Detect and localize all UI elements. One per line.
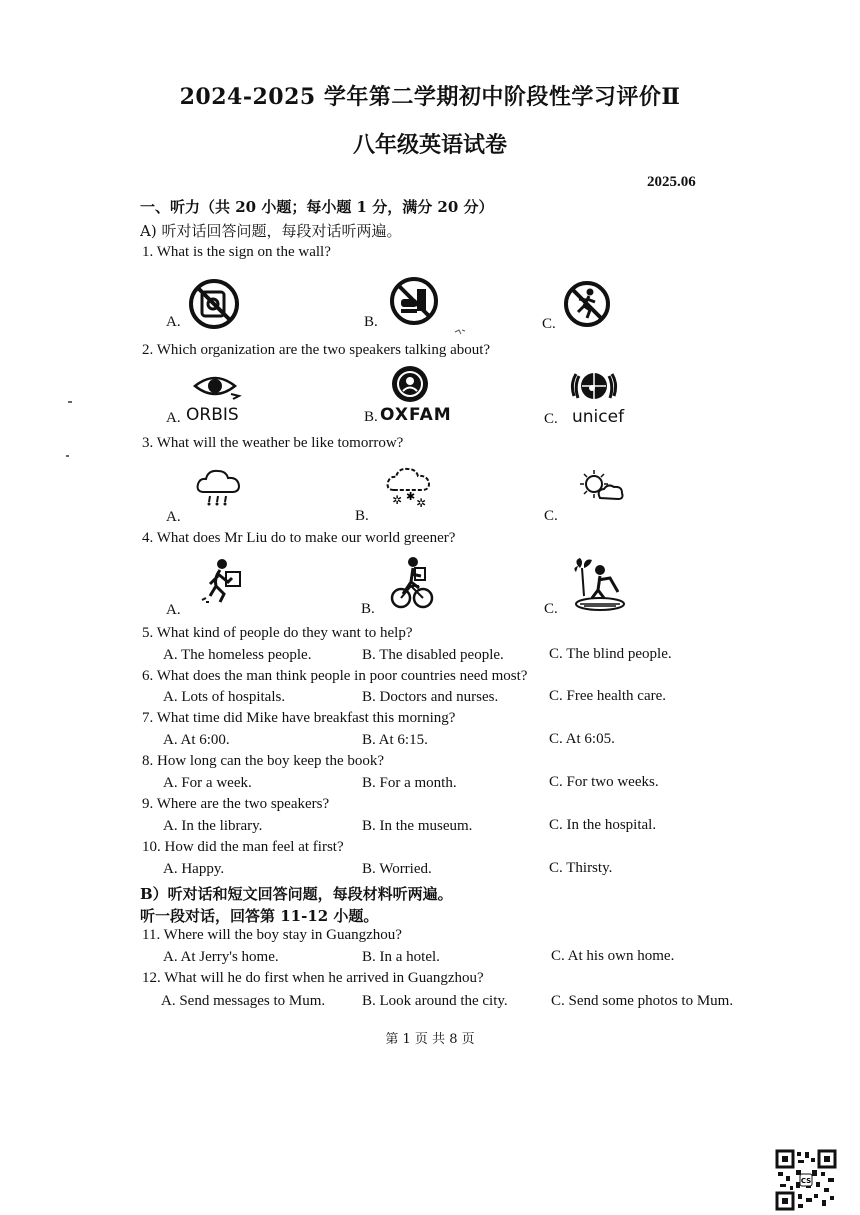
q11-option-a: A. At Jerry's home. bbox=[163, 949, 279, 965]
page-number: 第 1 页 共 8 页 bbox=[385, 1032, 475, 1047]
orbis-eye-icon bbox=[193, 372, 241, 402]
planting-tree-icon bbox=[570, 556, 628, 614]
question-8: 8. How long can the boy keep the book? bbox=[142, 753, 385, 769]
no-running-sign-icon bbox=[563, 280, 611, 328]
q8-option-a: A. For a week. bbox=[163, 775, 252, 791]
scan-speck-icon bbox=[454, 328, 466, 336]
question-4: 4. What does Mr Liu do to make our world greener? bbox=[142, 530, 456, 546]
unicef-logo-text: unicef bbox=[572, 407, 625, 427]
q11-option-b: B. In a hotel. bbox=[362, 949, 440, 965]
scan-mark bbox=[66, 455, 69, 457]
oxfam-logo-text: OXFAM bbox=[380, 405, 452, 425]
q4-option-c: C. bbox=[544, 601, 558, 617]
q5-option-c: C. The blind people. bbox=[549, 646, 672, 662]
picking-litter-icon bbox=[198, 558, 246, 606]
question-5: 5. What kind of people do they want to help? bbox=[142, 625, 413, 641]
unicef-emblem-icon bbox=[568, 366, 620, 408]
q5-option-b: B. The disabled people. bbox=[362, 647, 504, 663]
q5-option-a: A. The homeless people. bbox=[163, 647, 312, 663]
q9-option-b: B. In the museum. bbox=[362, 818, 473, 834]
question-10: 10. How did the man feel at first? bbox=[142, 839, 344, 855]
snow-cloud-icon bbox=[386, 466, 432, 508]
orbis-logo-text: ORBIS bbox=[186, 405, 239, 425]
svg-text:✲: ✲ bbox=[392, 493, 403, 507]
q3-option-c: C. bbox=[544, 508, 558, 524]
exam-subtitle: 八年级英语试卷 bbox=[352, 132, 507, 158]
q3-option-b: B. bbox=[355, 508, 369, 524]
q12-option-c: C. Send some photos to Mum. bbox=[551, 993, 734, 1009]
svg-text:✲: ✲ bbox=[416, 496, 427, 510]
q2-option-b: B. bbox=[364, 409, 378, 425]
question-6: 6. What does the man think people in poor countries need most? bbox=[142, 668, 528, 684]
sun-cloud-icon bbox=[574, 468, 626, 504]
q12-option-b: B. Look around the city. bbox=[362, 993, 508, 1009]
question-11: 11. Where will the boy stay in Guangzhou? bbox=[142, 927, 402, 943]
q2-option-c: C. bbox=[544, 411, 558, 427]
q7-option-b: B. At 6:15. bbox=[362, 732, 428, 748]
q10-option-c: C. Thirsty. bbox=[549, 860, 613, 876]
question-2: 2. Which organization are the two speakers talking about? bbox=[142, 342, 491, 358]
q7-option-a: A. At 6:00. bbox=[163, 732, 230, 748]
scan-mark bbox=[68, 401, 72, 403]
question-3: 3. What will the weather be like tomorrow? bbox=[142, 435, 404, 451]
q6-option-b: B. Doctors and nurses. bbox=[362, 689, 499, 705]
svg-text:✱: ✱ bbox=[406, 490, 416, 503]
oxfam-emblem-icon bbox=[390, 364, 430, 404]
q6-option-a: A. Lots of hospitals. bbox=[163, 689, 286, 705]
question-1: 1. What is the sign on the wall? bbox=[142, 244, 331, 260]
part-b-sub-instruction: 听一段对话，回答第 11-12 小题。 bbox=[140, 907, 379, 925]
q9-option-c: C. In the hospital. bbox=[549, 817, 657, 833]
q8-option-b: B. For a month. bbox=[362, 775, 457, 791]
q4-option-a: A. bbox=[166, 602, 181, 618]
section-heading: 一、听力（共 20 小题；每小题 1 分，满分 20 分） bbox=[140, 198, 494, 216]
q12-option-a: A. Send messages to Mum. bbox=[161, 993, 326, 1009]
q1-option-b: B. bbox=[364, 314, 378, 330]
q8-option-c: C. For two weeks. bbox=[549, 774, 659, 790]
q1-option-a: A. bbox=[166, 314, 181, 330]
rain-cloud-icon bbox=[196, 466, 242, 508]
svg-text:CS: CS bbox=[800, 1177, 812, 1185]
q10-option-b: B. Worried. bbox=[362, 861, 432, 877]
q10-option-a: A. Happy. bbox=[163, 861, 225, 877]
question-12: 12. What will he do first when he arrived in Guangzhou? bbox=[142, 970, 484, 986]
question-7: 7. What time did Mike have breakfast this morning? bbox=[142, 710, 456, 726]
q1-option-c: C. bbox=[542, 316, 556, 332]
q7-option-c: C. At 6:05. bbox=[549, 731, 615, 747]
no-food-drink-sign-icon bbox=[390, 277, 438, 325]
part-b-instruction: B）听对话和短文回答问题，每段材料听两遍。 bbox=[140, 885, 453, 903]
q11-option-c: C. At his own home. bbox=[551, 948, 675, 964]
q6-option-c: C. Free health care. bbox=[549, 688, 667, 704]
part-a-instruction: A) 听对话回答问题，每段对话听两遍。 bbox=[140, 222, 402, 240]
cycling-icon bbox=[391, 556, 433, 612]
q3-option-a: A. bbox=[166, 509, 181, 525]
exam-title: 2024-2025 学年第二学期初中阶段性学习评价Ⅱ bbox=[179, 84, 681, 110]
exam-date: 2025.06 bbox=[647, 174, 696, 190]
qr-code-icon bbox=[776, 1150, 836, 1210]
q2-option-a: A. bbox=[166, 410, 181, 426]
q9-option-a: A. In the library. bbox=[163, 818, 263, 834]
q4-option-b: B. bbox=[361, 601, 375, 617]
question-9: 9. Where are the two speakers? bbox=[142, 796, 330, 812]
no-photo-sign-icon bbox=[188, 278, 240, 330]
